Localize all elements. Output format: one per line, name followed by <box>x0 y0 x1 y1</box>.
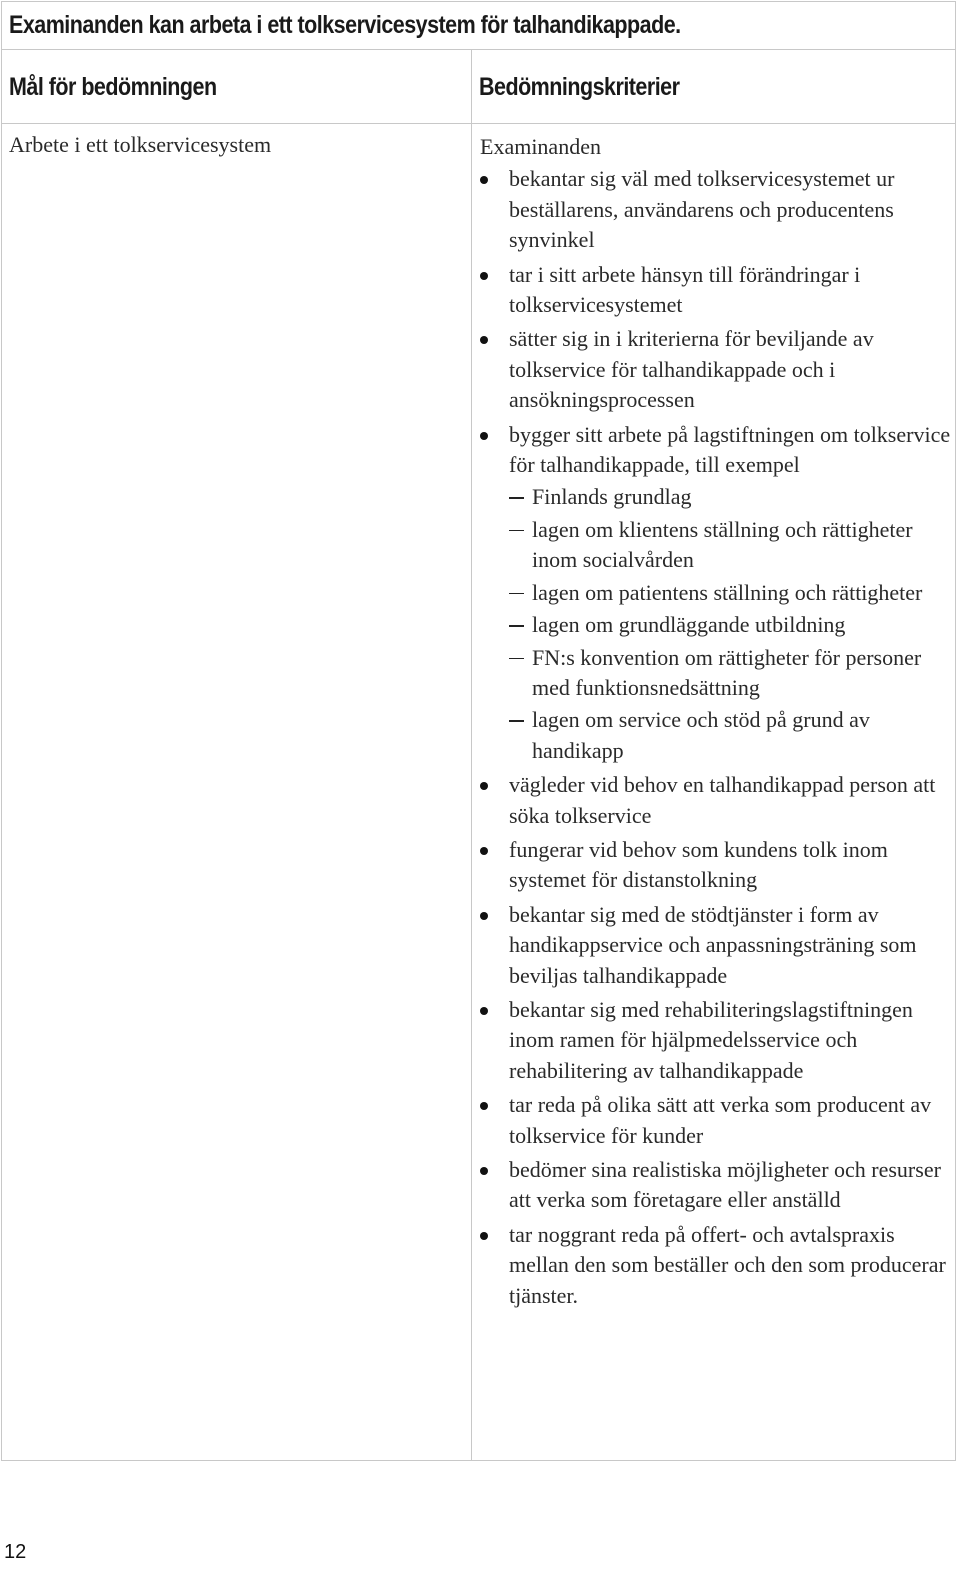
sub-list-item <box>509 482 955 512</box>
column-divider <box>471 50 472 1460</box>
bullet-icon <box>480 336 488 344</box>
sub-list-item <box>509 705 955 766</box>
list-item <box>480 1220 955 1311</box>
sub-list-item <box>509 610 955 640</box>
criteria-column-header: Bedömningskriterier <box>479 73 680 101</box>
list-item-text: bekantar sig med de stödtjänster i form av handikappservice och anpassningsträning som beviljas talhandikappade <box>509 901 917 988</box>
title-row <box>2 2 955 50</box>
criteria-table <box>1 1 956 1461</box>
bullet-icon <box>480 1007 488 1015</box>
header-row <box>2 50 955 124</box>
list-item <box>480 995 955 1086</box>
sub-list-item <box>509 515 955 576</box>
sub-list-item-text: Finlands grundlag <box>532 484 692 510</box>
sub-list-item-text: lagen om service och stöd på grund av handikapp <box>532 707 870 763</box>
goal-text: Arbete i ett tolkservicesystem <box>9 132 272 157</box>
list-item-text: vägleder vid behov en talhandikappad person att söka tolkservice <box>509 772 936 828</box>
bullet-icon <box>480 1102 488 1110</box>
bullet-icon <box>480 272 488 280</box>
bullet-icon <box>480 1232 488 1240</box>
sub-list-item-text: lagen om klientens ställning och rättigheter inom socialvården <box>532 516 913 573</box>
dash-icon <box>509 720 524 722</box>
list-item <box>480 324 955 415</box>
dash-icon <box>509 625 524 627</box>
sub-list-item-text: lagen om grundläggande utbildning <box>532 612 846 638</box>
list-item-text: sätter sig in i kriterierna för beviljande av tolkservice för talhandikappade och i ansökningsprocessen <box>509 326 874 413</box>
criteria-list <box>480 164 955 1311</box>
dash-icon <box>509 658 524 660</box>
bullet-icon <box>480 912 488 920</box>
list-item-text: bekantar sig väl med tolkservicesystemet ur beställarens, användarens och producentens synvinkel <box>509 166 895 253</box>
bullet-icon <box>480 782 488 790</box>
list-item-text: bygger sitt arbete på lagstiftningen om tolkservice för talhandikappade, till exempel <box>509 421 951 478</box>
sub-list-item-text: lagen om patientens ställning och rättigheter <box>532 579 923 605</box>
sub-list-item-text: FN:s konvention om rättigheter för personer med funktionsnedsättning <box>532 644 922 700</box>
list-item <box>480 835 955 896</box>
table-title: Examinanden kan arbeta i ett tolkservicesystem för talhandikappade. <box>9 11 681 39</box>
dash-icon <box>509 593 524 595</box>
list-item-text: tar i sitt arbete hänsyn till förändringar i tolkservicesystemet <box>509 261 861 318</box>
list-item <box>480 770 955 831</box>
sub-list-item <box>509 643 955 704</box>
list-item <box>480 1090 955 1151</box>
list-item-text: bekantar sig med rehabiliteringslagstiftningen inom ramen för hjälpmedelsservice och rehabilitering av talhandikappade <box>509 996 913 1083</box>
dash-icon <box>509 530 524 532</box>
list-item-text: tar noggrant reda på offert- och avtalspraxis mellan den som beställer och den som producerar tjänster. <box>509 1221 946 1308</box>
list-item <box>480 420 955 766</box>
sub-list-item <box>509 578 955 608</box>
goal-column-header: Mål för bedömningen <box>9 73 217 101</box>
bullet-icon <box>480 176 488 184</box>
list-item <box>480 260 955 321</box>
list-item-text: fungerar vid behov som kundens tolk inom systemet för distanstolkning <box>509 836 888 893</box>
dash-icon <box>509 497 524 499</box>
bullet-icon <box>480 847 488 855</box>
bullet-icon <box>480 432 488 440</box>
criteria-cell <box>480 132 955 1315</box>
criteria-intro: Examinanden <box>480 134 601 159</box>
list-item-text: tar reda på olika sätt att verka som producent av tolkservice för kunder <box>509 1092 932 1148</box>
law-examples-list <box>509 482 955 766</box>
list-item <box>480 164 955 255</box>
list-item-text: bedömer sina realistiska möjligheter och resurser att verka som företagare eller anställd <box>509 1157 941 1213</box>
page-number: 12 <box>4 1541 27 1563</box>
list-item <box>480 900 955 991</box>
bullet-icon <box>480 1167 488 1175</box>
list-item <box>480 1155 955 1216</box>
